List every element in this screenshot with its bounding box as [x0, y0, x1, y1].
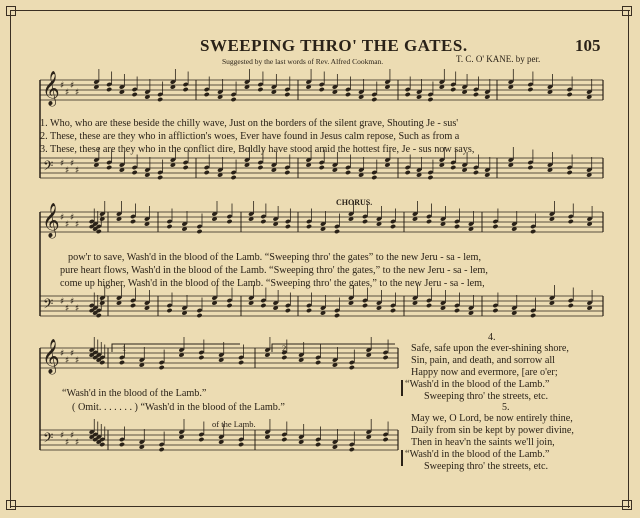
note-head [568, 303, 574, 308]
note-head [285, 224, 291, 229]
note-head [527, 87, 533, 92]
note-head [405, 170, 411, 175]
note-head [567, 92, 573, 97]
note-head [492, 308, 498, 313]
stanza-number: 5. [502, 402, 510, 413]
sharp-sign: ♯ [65, 356, 70, 366]
note-head [204, 170, 210, 175]
treble-clef-icon: 𝄞 [42, 339, 60, 374]
note-head [349, 365, 355, 370]
note-head [492, 224, 498, 229]
stanza-line: “Wash'd in the blood of the Lamb.” [405, 449, 550, 460]
note-head [106, 165, 112, 170]
sharp-sign: ♯ [75, 438, 80, 448]
note-head [130, 219, 136, 224]
stanza-line: Happy now and evermore, [are o'er; [411, 367, 558, 378]
stanza-line: Then in heav'n the saints we'll join, [411, 437, 555, 448]
note-head [226, 219, 232, 224]
sharp-sign: ♯ [65, 304, 70, 314]
sharp-sign: ♯ [75, 166, 80, 176]
note-head [166, 224, 172, 229]
sharp-sign: ♯ [75, 220, 80, 230]
sharp-sign: ♯ [70, 297, 75, 307]
note-head [334, 313, 340, 318]
note-head [530, 229, 536, 234]
sharp-sign: ♯ [60, 431, 65, 441]
stanza-line: May we, O Lord, be now entirely thine, [411, 413, 573, 424]
lyric-line: pure heart flows, Wash'd in the blood of the Lamb. “Sweeping thro' the gates,” to the new Jeru - sa - lem, [60, 265, 488, 276]
note-head [285, 308, 291, 313]
note-head [106, 87, 112, 92]
sharp-sign: ♯ [60, 349, 65, 359]
sharp-sign: ♯ [75, 88, 80, 98]
note-head [306, 224, 312, 229]
note-head [198, 355, 204, 360]
stanza-line: Sweeping thro' the streets, etc. [424, 461, 549, 472]
stanza-line: Safe, safe upon the ever-shining shore, [411, 343, 569, 354]
note-head [196, 313, 202, 318]
note-head [230, 175, 236, 180]
note-head [527, 165, 533, 170]
lyric-line: 1. Who, who are these beside the chilly wave, Just on the borders of the silent grave, Shouting Je - sus' [40, 118, 459, 129]
note-head [567, 170, 573, 175]
sharp-sign: ♯ [65, 438, 70, 448]
page-number: 105 [575, 36, 601, 55]
note-head [260, 303, 266, 308]
note-head [426, 303, 432, 308]
note-head [334, 229, 340, 234]
chorus-label: CHORUS. [336, 198, 373, 207]
note-head [260, 219, 266, 224]
lyric-line: 2. These, these are they who in affliction's woes, Ever have found in Jesus calm repose, Such as from a [40, 131, 460, 142]
bass-clef-icon: 𝄢 [43, 296, 54, 315]
note-head [196, 229, 202, 234]
note-head [319, 165, 325, 170]
first-ending-label: 1 [122, 343, 127, 353]
note-head [382, 437, 388, 442]
note-head [405, 92, 411, 97]
sharp-sign: ♯ [70, 213, 75, 223]
hymn-title: SWEEPING THRO' THE GATES. [200, 36, 468, 55]
sharp-sign: ♯ [65, 220, 70, 230]
note-head [204, 92, 210, 97]
sharp-sign: ♯ [75, 356, 80, 366]
note-head [159, 365, 165, 370]
sharp-sign: ♯ [60, 213, 65, 223]
stanza-line: Sweeping thro' the streets, etc. [424, 391, 549, 402]
note-head [319, 87, 325, 92]
note-head [315, 360, 321, 365]
note-head [281, 355, 287, 360]
note-head [568, 219, 574, 224]
sharp-sign: ♯ [70, 159, 75, 169]
note-head [159, 447, 165, 452]
note-head [473, 170, 479, 175]
lyric-line: 3. These, these are they who in the conflict dire, Boldly have stood amid the hottest fire, Je - sus now says, [40, 144, 475, 155]
note-head [450, 87, 456, 92]
note-head [371, 175, 377, 180]
note-head [132, 92, 138, 97]
stanza-number: 4. [488, 332, 496, 343]
note-head [284, 170, 290, 175]
second-ending-label: 2 [282, 343, 287, 353]
sharp-sign: ♯ [70, 349, 75, 359]
note-head [427, 175, 433, 180]
lyric-line: ( Omit. . . . . . . ) “Wash'd in the blood of the Lamb.” [72, 402, 285, 413]
note-head [390, 308, 396, 313]
bass-clef-icon: 𝄢 [43, 430, 54, 449]
stanza-line: Sin, pain, and death, and sorrow all [411, 355, 556, 366]
note-head [132, 170, 138, 175]
bass-lyric: of the Lamb. [212, 419, 256, 429]
note-head [362, 219, 368, 224]
note-head [119, 360, 125, 365]
note-head [450, 165, 456, 170]
note-head [426, 219, 432, 224]
lyric-line: pow'r to save, Wash'd in the blood of the Lamb. “Sweeping thro' the gates” to the new Jeru - sa - lem, [68, 252, 482, 263]
note-head [306, 308, 312, 313]
note-head [183, 165, 189, 170]
treble-clef-icon: 𝄞 [42, 71, 60, 106]
note-head [198, 437, 204, 442]
note-head [382, 355, 388, 360]
note-head [427, 97, 433, 102]
bass-clef-icon: 𝄢 [43, 158, 54, 177]
sharp-sign: ♯ [60, 159, 65, 169]
sharp-sign: ♯ [60, 297, 65, 307]
note-head [371, 97, 377, 102]
note-head [284, 92, 290, 97]
note-head [315, 442, 321, 447]
note-head [130, 303, 136, 308]
note-head [226, 303, 232, 308]
note-head [530, 313, 536, 318]
note-head [183, 87, 189, 92]
note-head [238, 442, 244, 447]
sharp-sign: ♯ [75, 304, 80, 314]
stanza-line: “Wash'd in the blood of the Lamb.” [405, 379, 550, 390]
composer-credit: T. C. O' KANE. by per. [456, 54, 541, 64]
note-head [238, 360, 244, 365]
note-head [166, 308, 172, 313]
note-head [390, 224, 396, 229]
lyric-line: “Wash'd in the blood of the Lamb.” [62, 388, 207, 399]
sharp-sign: ♯ [70, 431, 75, 441]
sharp-sign: ♯ [65, 88, 70, 98]
stanza-line: Daily from sin be kept by power divine, [411, 425, 574, 436]
note-head [157, 175, 163, 180]
note-head [473, 92, 479, 97]
note-head [257, 87, 263, 92]
sharp-sign: ♯ [60, 81, 65, 91]
note-head [257, 165, 263, 170]
note-head [119, 442, 125, 447]
note-head [349, 447, 355, 452]
sharp-sign: ♯ [70, 81, 75, 91]
note-head [454, 308, 460, 313]
note-head [230, 97, 236, 102]
lyric-line: come up higher, Wash'd in the blood of the Lamb. “Sweeping thro' the gates,” to the new Jeru - sa - lem, [60, 278, 485, 289]
hymn-subtitle: Suggested by the last words of Rev. Alfred Cookman. [222, 57, 384, 66]
note-head [362, 303, 368, 308]
note-head [345, 170, 351, 175]
note-head [345, 92, 351, 97]
note-head [454, 224, 460, 229]
note-head [157, 97, 163, 102]
sharp-sign: ♯ [65, 166, 70, 176]
note-head [281, 437, 287, 442]
treble-clef-icon: 𝄞 [42, 203, 60, 238]
